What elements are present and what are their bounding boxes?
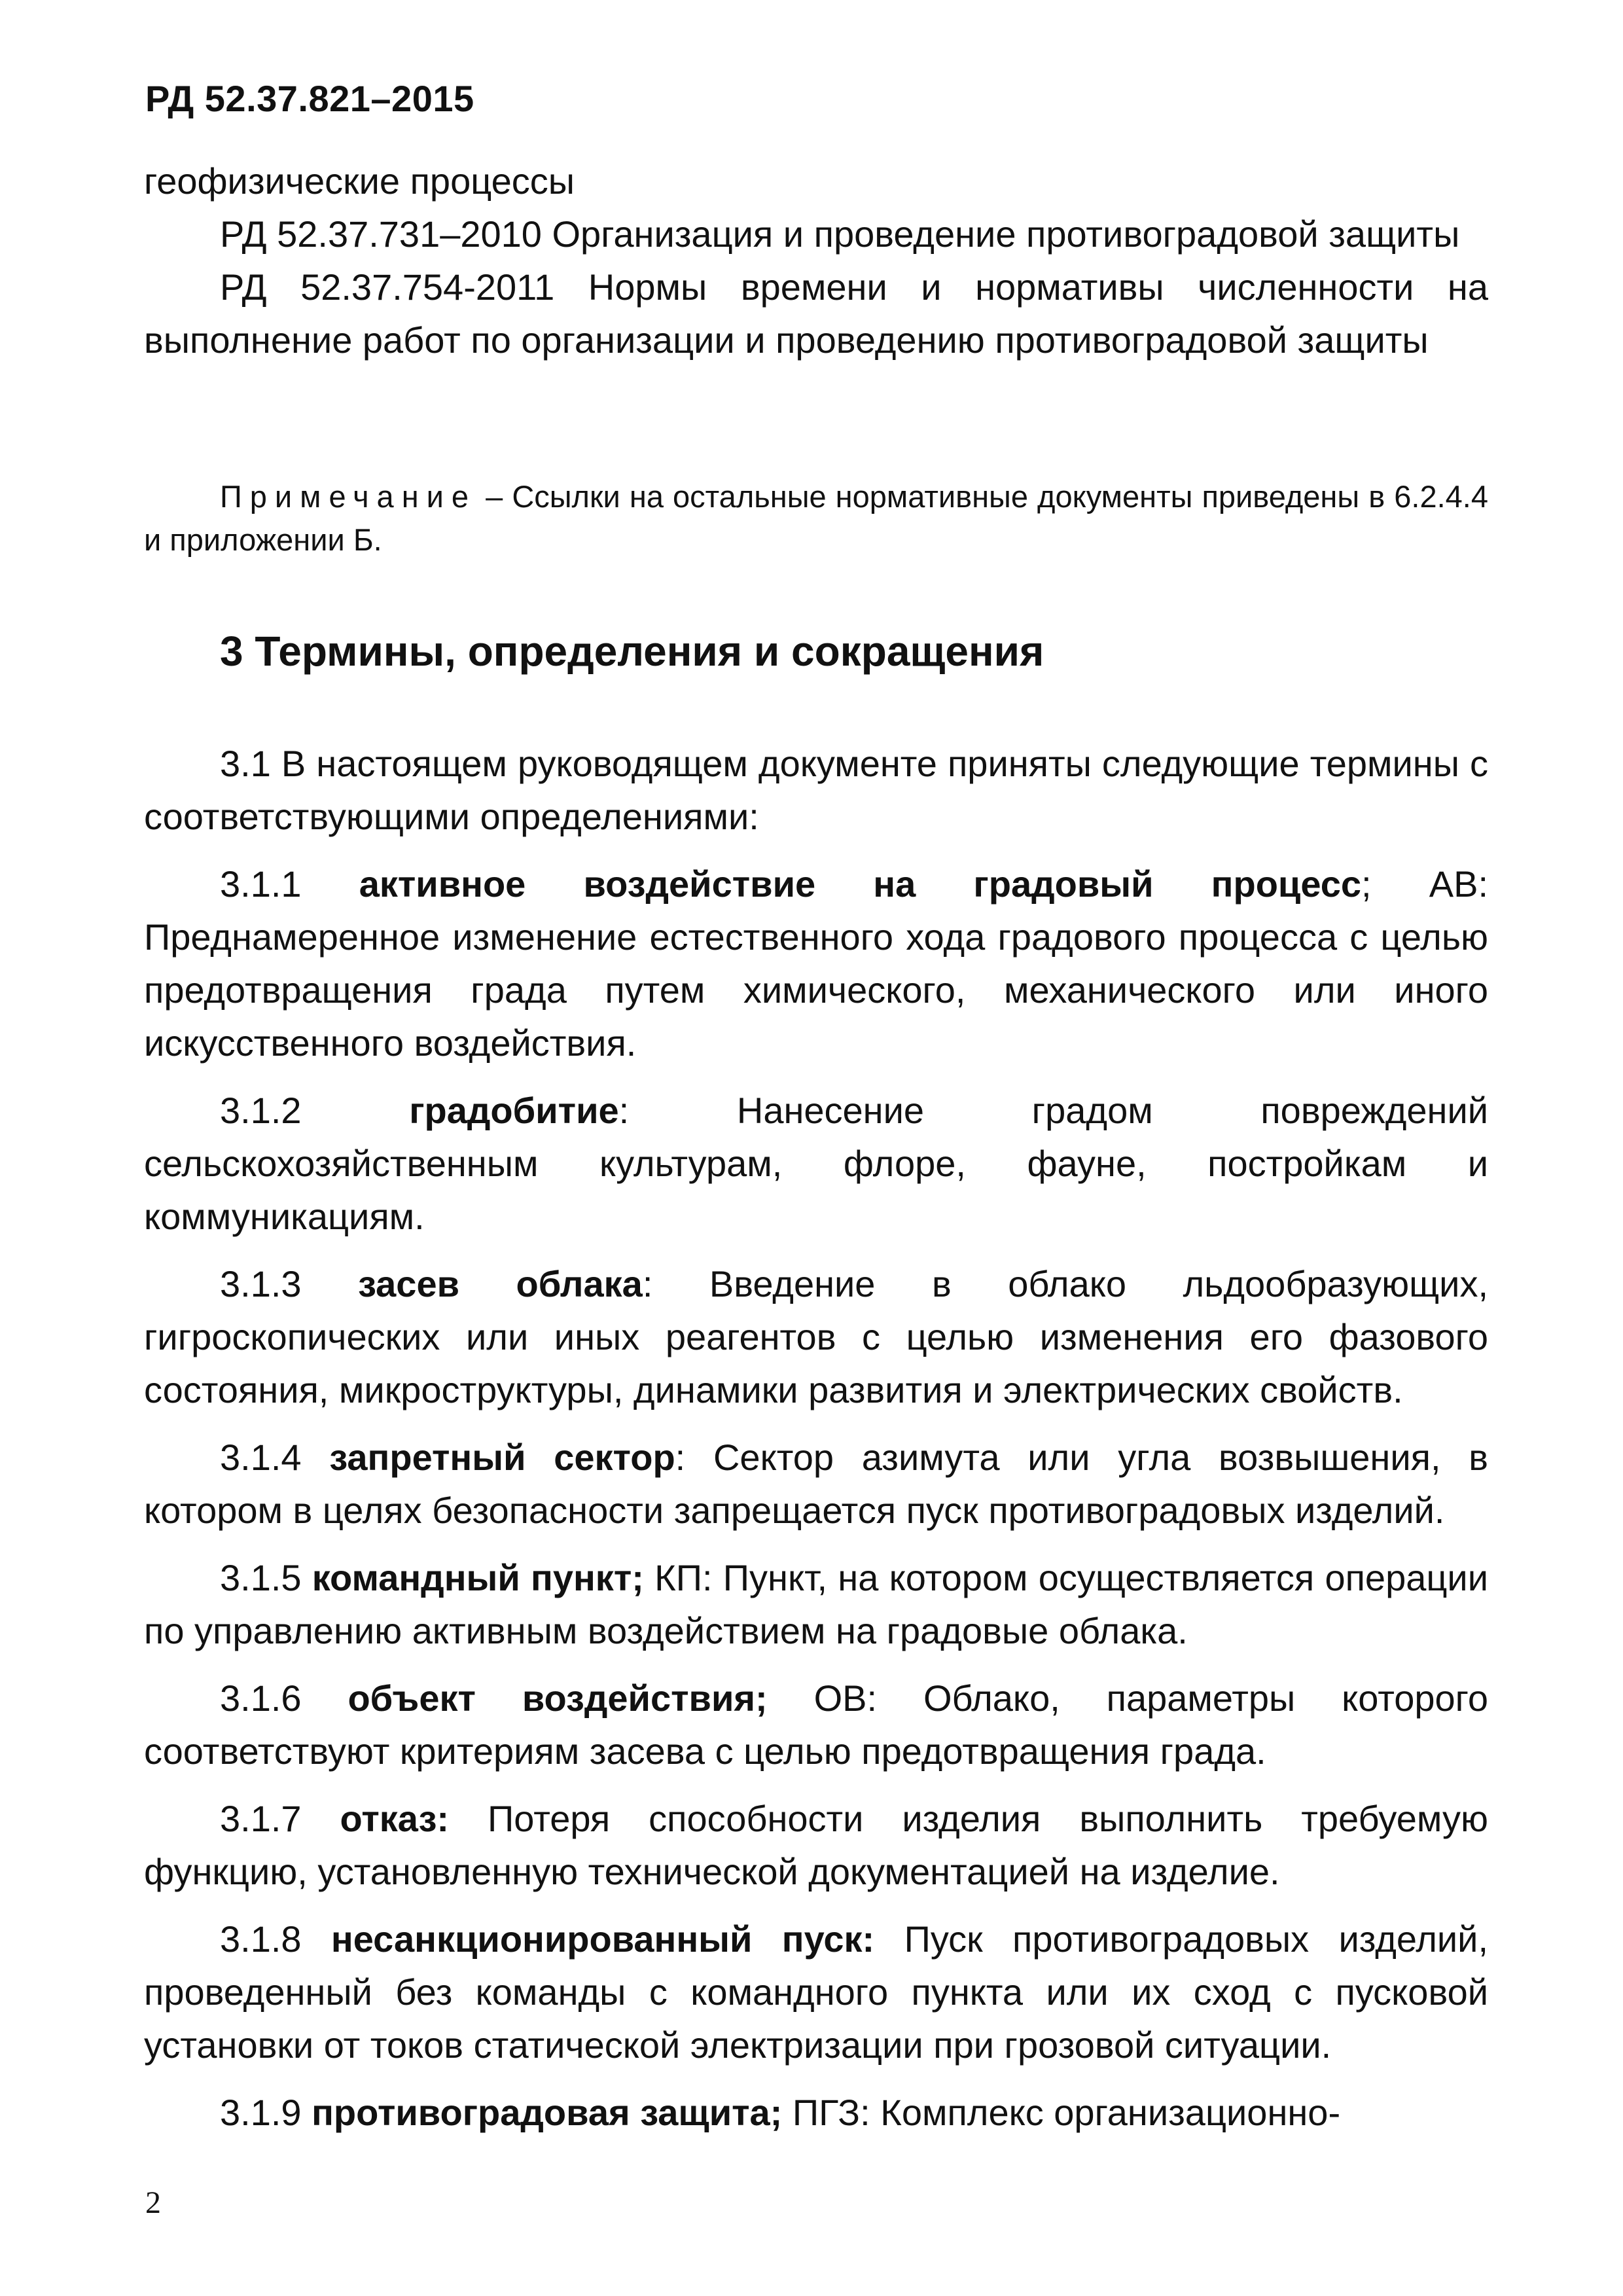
document-code-header: РД 52.37.821–2015	[145, 78, 474, 119]
term-text: Потеря способности изделия выполнить требуемую функцию, установленную технической документацией на изделие.	[144, 1798, 1489, 1892]
term-separator	[768, 1677, 814, 1719]
term-separator	[782, 2092, 793, 2133]
reference-note	[144, 475, 1488, 562]
term-separator: :	[618, 1090, 737, 1131]
term-number: 3.1.9	[220, 2092, 312, 2133]
term-text: Пуск противоградовых изделий, проведенный без команды с командного пункта или их сход с пусковой установки от токов статической электризации при грозовой ситуации.	[144, 1918, 1489, 2066]
term-definition	[144, 857, 1488, 1069]
term-separator: :	[675, 1437, 713, 1478]
term-definition	[144, 1431, 1488, 1537]
note-text: – Ссылки на остальные нормативные документы приведены в 6.2.4.4 и приложении Б.	[144, 479, 1488, 557]
term-separator	[449, 1798, 488, 1839]
term-name: несанкционированный пуск:	[330, 1918, 875, 1960]
section-heading: 3 Термины, определения и сокращения	[220, 628, 1044, 675]
term-separator: :	[642, 1263, 709, 1304]
term-name: противоградовая защита;	[312, 2092, 783, 2133]
page-number: 2	[145, 2185, 161, 2220]
term-name: градобитие	[409, 1090, 619, 1131]
term-definition	[144, 1084, 1488, 1243]
term-separator: ;	[1361, 863, 1429, 905]
term-text: Сектор азимута или угла возвышения, в котором в целях безопасности запрещается пуск противоградовых изделий.	[144, 1437, 1489, 1531]
reference-item: РД 52.37.754-2011 Нормы времени и нормативы численности на выполнение работ по организации и проведению противоградовой защиты	[144, 266, 1488, 361]
term-definition	[144, 1912, 1488, 2072]
term-definition	[144, 1672, 1488, 1778]
reference-item: РД 52.37.731–2010 Организация и проведение противоградовой защиты	[220, 213, 1460, 255]
term-definition	[144, 2086, 1488, 2139]
term-name: объект воздействия;	[348, 1677, 768, 1719]
term-number: 3.1.4	[220, 1437, 330, 1478]
term-number: 3.1.3	[220, 1263, 359, 1304]
note-label: Примечание	[220, 479, 477, 514]
term-text: Нанесение градом повреждений сельскохозяйственным культурам, флоре, фауне, постройкам и коммуникациям.	[144, 1090, 1489, 1237]
term-number: 3.1.1	[220, 863, 359, 905]
term-separator	[874, 1918, 904, 1960]
term-number: 3.1.6	[220, 1677, 348, 1719]
terms-block	[144, 737, 1488, 2153]
term-separator	[644, 1557, 654, 1598]
term-number: 3.1.7	[220, 1798, 340, 1839]
term-name: отказ:	[340, 1798, 450, 1839]
term-text: ПГЗ: Комплекс организационно-	[792, 2092, 1341, 2133]
term-number: 3.1.5	[220, 1557, 312, 1598]
term-definition	[144, 1551, 1488, 1657]
term-text: Введение в облако льдообразующих, гигроскопических или иных реагентов с целью изменения его фазового состояния, микроструктуры, динамики развития и электрических свойств.	[144, 1263, 1489, 1410]
term-text: АВ: Преднамеренное изменение естественного хода градового процесса с целью предотвращения града путем химического, механического или иного искусственного воздействия.	[144, 863, 1489, 1064]
term-definition	[144, 1792, 1488, 1898]
section-intro: 3.1 В настоящем руководящем документе приняты следующие термины с соответствующими определениями:	[144, 743, 1488, 837]
term-number: 3.1.2	[220, 1090, 410, 1131]
term-name: засев облака	[358, 1263, 643, 1304]
term-name: запретный сектор	[329, 1437, 675, 1478]
term-definition	[144, 1257, 1488, 1416]
term-name: командный пункт;	[312, 1557, 644, 1598]
term-text: ОВ: Облако, параметры которого соответствуют критериям засева с целью предотвращения града.	[144, 1677, 1488, 1772]
references-block	[144, 154, 1488, 367]
term-number: 3.1.8	[220, 1918, 331, 1960]
term-name: активное воздействие на градовый процесс	[359, 863, 1362, 905]
reference-continuation: геофизические процессы	[144, 160, 575, 202]
term-text: КП: Пункт, на котором осуществляется операции по управлению активным воздействием на градовые облака.	[144, 1557, 1488, 1651]
